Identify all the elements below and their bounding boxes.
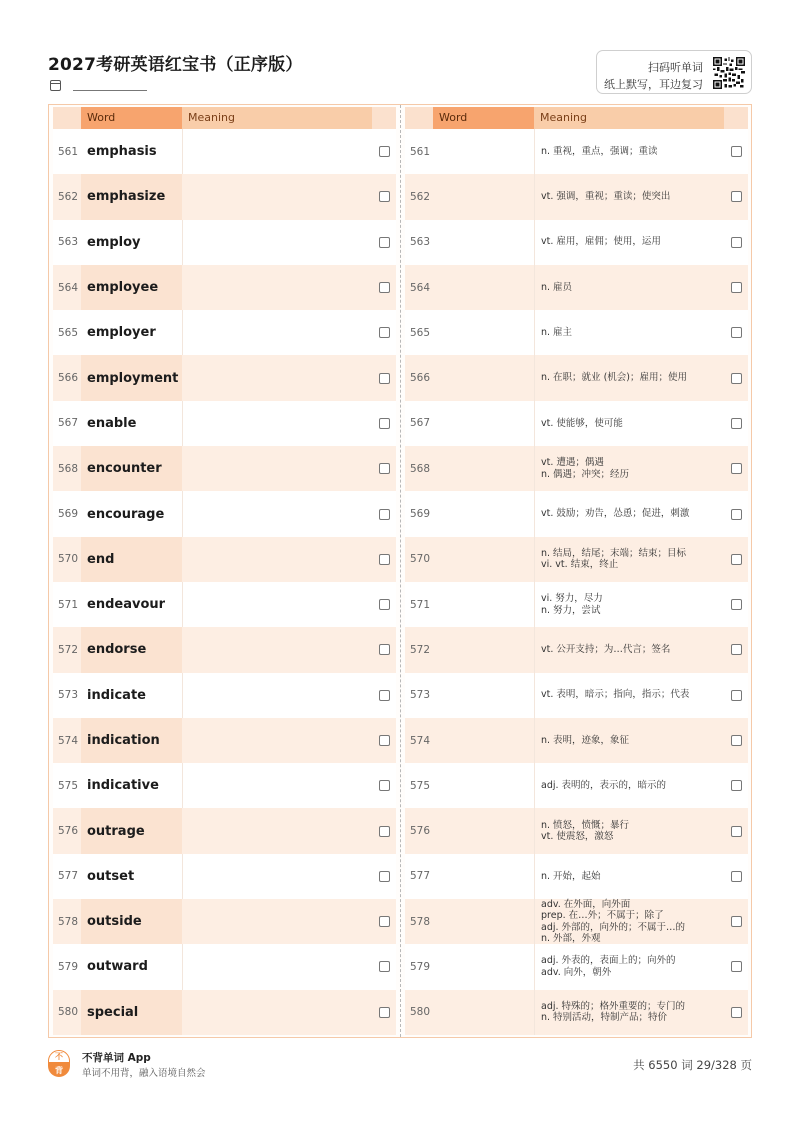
meaning-cell: vt. 遭遇；偶遇 n. 偶遇；冲突；经历	[534, 446, 724, 491]
row-number: 579	[58, 960, 79, 973]
meaning-cell: n. 开始，起始	[534, 854, 724, 899]
word-blank-cell	[433, 265, 534, 310]
date-blank-line	[73, 80, 147, 91]
table-row	[405, 265, 748, 310]
table-row	[405, 491, 748, 536]
table-row	[405, 537, 748, 582]
row-number: 572	[58, 643, 79, 656]
meaning-blank-cell	[182, 220, 372, 265]
checkbox-icon[interactable]	[379, 826, 390, 837]
meaning-cell: vt. 公开支持；为…代言；签名	[534, 627, 724, 672]
checkbox-icon[interactable]	[731, 826, 742, 837]
page-title: 2027考研英语红宝书（正序版）	[48, 55, 303, 75]
table-row	[405, 763, 748, 808]
row-number: 578	[58, 915, 79, 928]
word-blank-cell	[433, 446, 534, 491]
checkbox-icon[interactable]	[731, 916, 742, 927]
word-cell: endeavour	[87, 597, 166, 613]
table-row	[53, 944, 396, 989]
row-number: 569	[58, 508, 79, 521]
table-row	[405, 627, 748, 672]
row-number: 571	[58, 598, 79, 611]
table-header	[53, 107, 396, 129]
table-row	[405, 446, 748, 491]
meaning-blank-cell	[182, 265, 372, 310]
checkbox-icon[interactable]	[731, 146, 742, 157]
checkbox-icon[interactable]	[731, 961, 742, 972]
checkbox-icon[interactable]	[731, 644, 742, 655]
table-row	[405, 718, 748, 763]
word-cell: outrage	[81, 808, 182, 853]
word-cell: indicate	[87, 687, 146, 703]
word-blank-cell	[433, 401, 534, 446]
table-row	[53, 854, 396, 899]
checkbox-icon[interactable]	[379, 282, 390, 293]
footer-slogan: 单词不用背，融入语境自然会	[82, 1068, 206, 1079]
row-number: 568	[58, 462, 79, 475]
table-row	[405, 355, 748, 400]
meaning-cell: vt. 强调，重视；重读；使突出	[534, 174, 724, 219]
word-blank-cell	[433, 627, 534, 672]
row-number: 575	[410, 779, 431, 792]
recall-half	[49, 105, 400, 1037]
calendar-icon	[50, 80, 61, 91]
word-cell: employment	[81, 355, 182, 400]
meaning-blank-cell	[182, 899, 372, 944]
word-cell: outside	[81, 899, 182, 944]
checkbox-icon[interactable]	[379, 191, 390, 202]
meaning-blank-cell	[182, 174, 372, 219]
checkbox-icon[interactable]	[379, 509, 390, 520]
meaning-blank-cell	[182, 808, 372, 853]
word-cell: emphasis	[87, 144, 157, 160]
table-row	[53, 537, 396, 582]
row-number: 565	[410, 326, 431, 339]
table-row	[405, 220, 748, 265]
checkbox-icon[interactable]	[731, 1007, 742, 1018]
table-row	[53, 265, 396, 310]
table-row	[405, 944, 748, 989]
checkbox-icon[interactable]	[379, 373, 390, 384]
word-blank-cell	[433, 491, 534, 536]
table-row	[53, 808, 396, 853]
checkbox-icon[interactable]	[731, 418, 742, 429]
row-number: 570	[410, 553, 431, 566]
row-number: 567	[58, 417, 79, 430]
row-number: 564	[410, 281, 431, 294]
meaning-cell: n. 雇员	[534, 265, 724, 310]
meaning-cell: vt. 表明，暗示；指向，指示；代表	[534, 673, 724, 718]
row-number: 577	[410, 870, 431, 883]
checkbox-icon[interactable]	[379, 690, 390, 701]
table-row	[53, 401, 396, 446]
checkbox-icon[interactable]	[731, 282, 742, 293]
meaning-cell: adj. 表明的，表示的，暗示的	[534, 763, 724, 808]
table-row	[405, 990, 748, 1035]
qr-code-icon[interactable]	[713, 57, 745, 89]
meaning-blank-cell	[182, 627, 372, 672]
answer-half	[401, 105, 752, 1037]
checkbox-icon[interactable]	[379, 418, 390, 429]
checkbox-icon[interactable]	[731, 871, 742, 882]
word-blank-cell	[433, 537, 534, 582]
word-blank-cell	[433, 990, 534, 1035]
checkbox-icon[interactable]	[379, 961, 390, 972]
row-number: 565	[58, 326, 79, 339]
meaning-blank-cell	[182, 355, 372, 400]
checkbox-icon[interactable]	[731, 554, 742, 565]
table-row	[405, 673, 748, 718]
table-row	[53, 990, 396, 1035]
row-number: 578	[410, 915, 431, 928]
row-number: 576	[58, 825, 79, 838]
row-number: 566	[58, 372, 79, 385]
meaning-blank-cell	[182, 944, 372, 989]
column-header-meaning: Meaning	[534, 107, 724, 129]
meaning-cell: vt. 雇用，雇佣；使用，运用	[534, 220, 724, 265]
word-cell: employ	[87, 234, 141, 250]
table-header	[405, 107, 748, 129]
row-number: 574	[58, 734, 79, 747]
meaning-cell: n. 愤怒，愤慨；暴行 vt. 使震怒，激怒	[534, 808, 724, 853]
meaning-blank-cell	[182, 537, 372, 582]
row-number: 561	[58, 145, 79, 158]
checkbox-icon[interactable]	[379, 463, 390, 474]
checkbox-icon[interactable]	[731, 327, 742, 338]
row-number: 575	[58, 779, 79, 792]
recall-rows	[53, 129, 396, 1035]
meaning-blank-cell	[182, 763, 372, 808]
audio-promo-box	[596, 50, 752, 94]
checkbox-icon[interactable]	[731, 509, 742, 520]
app-logo-icon: 不 背	[48, 1050, 70, 1077]
word-cell: endorse	[81, 627, 182, 672]
word-blank-cell	[433, 763, 534, 808]
word-blank-cell	[433, 673, 534, 718]
row-number: 569	[410, 508, 431, 521]
row-number: 576	[410, 825, 431, 838]
meaning-cell: adv. 在外面，向外面 prep. 在…外；不属于；除了 adj. 外部的，向外的；不属于…的 n. 外部，外观	[534, 899, 724, 944]
table-row	[405, 310, 748, 355]
row-number: 566	[410, 372, 431, 385]
checkbox-icon[interactable]	[379, 237, 390, 248]
meaning-blank-cell	[182, 310, 372, 355]
table-row	[53, 718, 396, 763]
promo-review-text: 纸上默写，耳边复习	[604, 78, 703, 91]
row-number: 568	[410, 462, 431, 475]
word-blank-cell	[433, 718, 534, 763]
checkbox-icon[interactable]	[379, 644, 390, 655]
meaning-cell: n. 雇主	[534, 310, 724, 355]
column-header-word: Word	[433, 107, 534, 129]
meaning-cell: vt. 使能够，使可能	[534, 401, 724, 446]
word-cell: indication	[81, 718, 182, 763]
table-row	[53, 310, 396, 355]
table-row	[405, 808, 748, 853]
checkbox-icon[interactable]	[731, 599, 742, 610]
meaning-cell: n. 结局，结尾；末端；结束；目标 vi. vt. 结束，终止	[534, 537, 724, 582]
checkbox-icon[interactable]	[379, 146, 390, 157]
checkbox-icon[interactable]	[379, 1007, 390, 1018]
meaning-blank-cell	[182, 491, 372, 536]
footer-app-name: 不背单词 App	[82, 1052, 151, 1064]
row-number: 564	[58, 281, 79, 294]
table-row	[53, 491, 396, 536]
word-cell: special	[81, 990, 182, 1035]
checkbox-icon[interactable]	[731, 780, 742, 791]
meaning-blank-cell	[182, 129, 372, 174]
column-header-word: Word	[81, 107, 182, 129]
meaning-blank-cell	[182, 673, 372, 718]
checkbox-icon[interactable]	[379, 780, 390, 791]
table-row	[405, 174, 748, 219]
row-number: 563	[58, 236, 79, 249]
row-number: 580	[410, 1006, 431, 1019]
row-number: 573	[410, 689, 431, 702]
row-number: 562	[410, 190, 431, 203]
table-row	[405, 582, 748, 627]
checkbox-icon[interactable]	[731, 463, 742, 474]
table-row	[53, 673, 396, 718]
word-cell: encourage	[87, 506, 165, 522]
meaning-cell: vi. 努力，尽力 n. 努力，尝试	[534, 582, 724, 627]
word-cell: employer	[87, 325, 156, 341]
table-row	[53, 174, 396, 219]
table-row	[405, 129, 748, 174]
word-blank-cell	[433, 944, 534, 989]
date-row	[50, 80, 147, 91]
meaning-cell: adj. 外表的，表面上的；向外的 adv. 向外，朝外	[534, 944, 724, 989]
meaning-blank-cell	[182, 718, 372, 763]
table-row	[53, 220, 396, 265]
meaning-blank-cell	[182, 854, 372, 899]
table-row	[53, 446, 396, 491]
word-blank-cell	[433, 129, 534, 174]
row-number: 573	[58, 689, 79, 702]
word-cell: indicative	[87, 778, 159, 794]
row-number: 580	[58, 1006, 79, 1019]
meaning-blank-cell	[182, 582, 372, 627]
meaning-cell: n. 在职；就业 (机会)；雇用；使用	[534, 355, 724, 400]
row-number: 572	[410, 643, 431, 656]
row-number: 579	[410, 960, 431, 973]
word-cell: outward	[87, 959, 148, 975]
table-row	[405, 401, 748, 446]
vocab-table	[48, 104, 752, 1038]
answer-rows	[405, 129, 748, 1035]
checkbox-icon[interactable]	[731, 237, 742, 248]
checkbox-icon[interactable]	[379, 599, 390, 610]
checkbox-icon[interactable]	[379, 871, 390, 882]
checkbox-icon[interactable]	[379, 554, 390, 565]
checkbox-icon[interactable]	[731, 690, 742, 701]
word-blank-cell	[433, 808, 534, 853]
word-blank-cell	[433, 220, 534, 265]
word-cell: emphasize	[81, 174, 182, 219]
table-row	[53, 355, 396, 400]
word-blank-cell	[433, 899, 534, 944]
table-row	[53, 582, 396, 627]
table-row	[405, 899, 748, 944]
page-count: 共 6550 词 29/328 页	[633, 1058, 752, 1072]
table-row	[53, 899, 396, 944]
meaning-cell: vt. 鼓励；劝告，怂恿；促进，刺激	[534, 491, 724, 536]
checkbox-icon[interactable]	[731, 191, 742, 202]
meaning-blank-cell	[182, 446, 372, 491]
word-blank-cell	[433, 310, 534, 355]
column-header-meaning: Meaning	[182, 107, 372, 129]
table-row	[53, 627, 396, 672]
meaning-blank-cell	[182, 990, 372, 1035]
word-blank-cell	[433, 854, 534, 899]
checkbox-icon[interactable]	[379, 735, 390, 746]
row-number: 567	[410, 417, 431, 430]
checkbox-icon[interactable]	[379, 327, 390, 338]
row-number: 562	[58, 190, 79, 203]
checkbox-icon[interactable]	[731, 735, 742, 746]
promo-scan-text: 扫码听单词	[648, 61, 703, 74]
word-cell: employee	[81, 265, 182, 310]
meaning-cell: n. 表明，迹象，象征	[534, 718, 724, 763]
word-blank-cell	[433, 582, 534, 627]
meaning-blank-cell	[182, 401, 372, 446]
table-row	[53, 129, 396, 174]
word-blank-cell	[433, 174, 534, 219]
row-number: 570	[58, 553, 79, 566]
row-number: 574	[410, 734, 431, 747]
row-number: 563	[410, 236, 431, 249]
meaning-cell: adj. 特殊的；格外重要的；专门的 n. 特别活动，特制产品；特价	[534, 990, 724, 1035]
row-number: 571	[410, 598, 431, 611]
word-cell: outset	[87, 868, 135, 884]
row-number: 561	[410, 145, 431, 158]
checkbox-icon[interactable]	[379, 916, 390, 927]
row-number: 577	[58, 870, 79, 883]
table-row	[53, 763, 396, 808]
word-cell: enable	[87, 415, 137, 431]
word-cell: end	[81, 537, 182, 582]
word-cell: encounter	[81, 446, 182, 491]
meaning-cell: n. 重视，重点，强调；重读	[534, 129, 724, 174]
word-blank-cell	[433, 355, 534, 400]
checkbox-icon[interactable]	[731, 373, 742, 384]
table-row	[405, 854, 748, 899]
